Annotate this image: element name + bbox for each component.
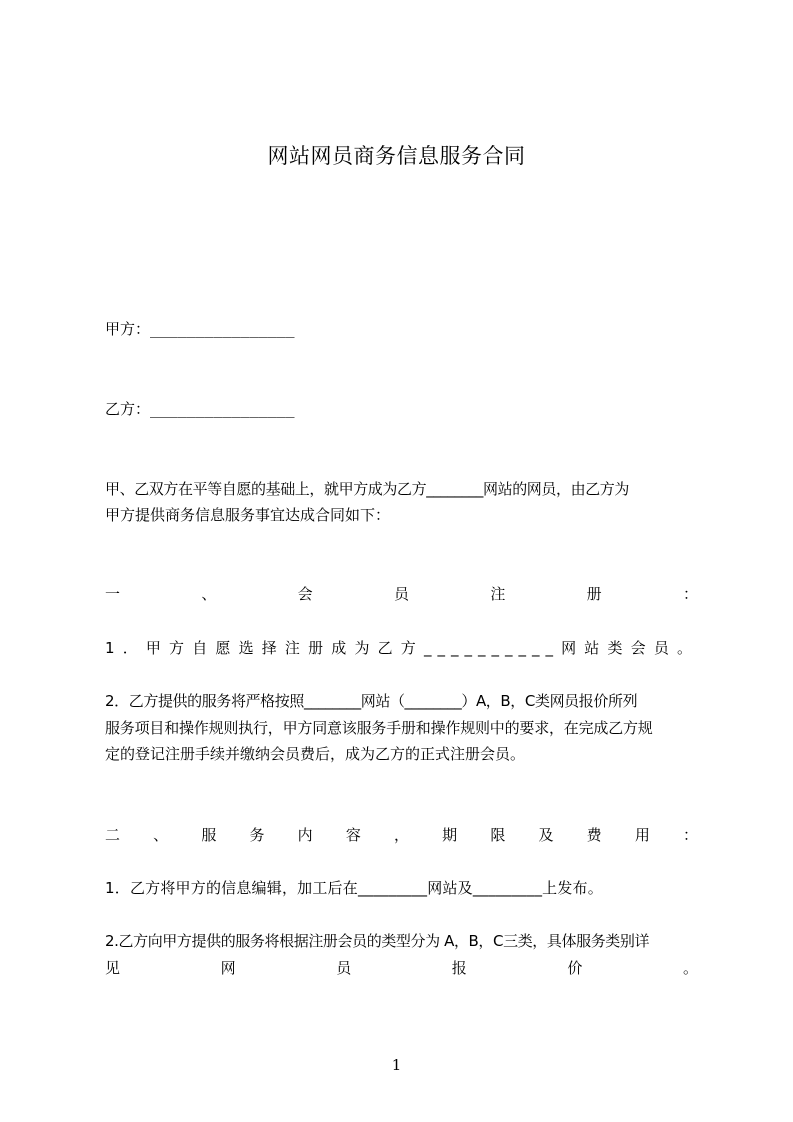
intro-paragraph-line-2: 甲方提供商务信息服务事宜达成合同如下：	[105, 506, 391, 524]
document-title: 网站网员商务信息服务合同	[267, 144, 526, 168]
section-2-item-2-line-2: 见网员报价。	[105, 959, 698, 977]
section-2-item-2-line-1: 2.乙方向甲方提供的服务将根据注册会员的类型分为 A，B，C三类，具体服务类别详	[105, 932, 650, 950]
section-1-heading: 一、会员注册：	[105, 585, 698, 603]
section-2-item-1: 1．乙方将甲方的信息编辑，加工后在_________网站及_________上发布。	[105, 879, 603, 897]
page-number: 1	[391, 1056, 402, 1074]
intro-paragraph-line-1: 甲、乙双方在平等自愿的基础上，就甲方成为乙方________网站的网员，由乙方为	[105, 480, 630, 498]
section-1-item-2-line-1: 2．乙方提供的服务将严格按照________网站（________）A，B，C类网员报价所列	[105, 692, 638, 710]
party-b-line: 乙方：________________	[105, 400, 295, 418]
section-1-item-1: 1．甲方自愿选择注册成为乙方__________网站类会员。	[105, 639, 698, 657]
section-2-heading: 二、服务内容，期限及费用：	[105, 826, 698, 844]
party-a-line: 甲方：________________	[105, 320, 295, 338]
section-1-item-2-line-3: 定的登记注册手续并缴纳会员费后，成为乙方的正式注册会员。	[105, 745, 526, 763]
section-1-item-2-line-2: 服务项目和操作规则执行，甲方同意该服务手册和操作规则中的要求，在完成乙方规	[105, 719, 653, 737]
